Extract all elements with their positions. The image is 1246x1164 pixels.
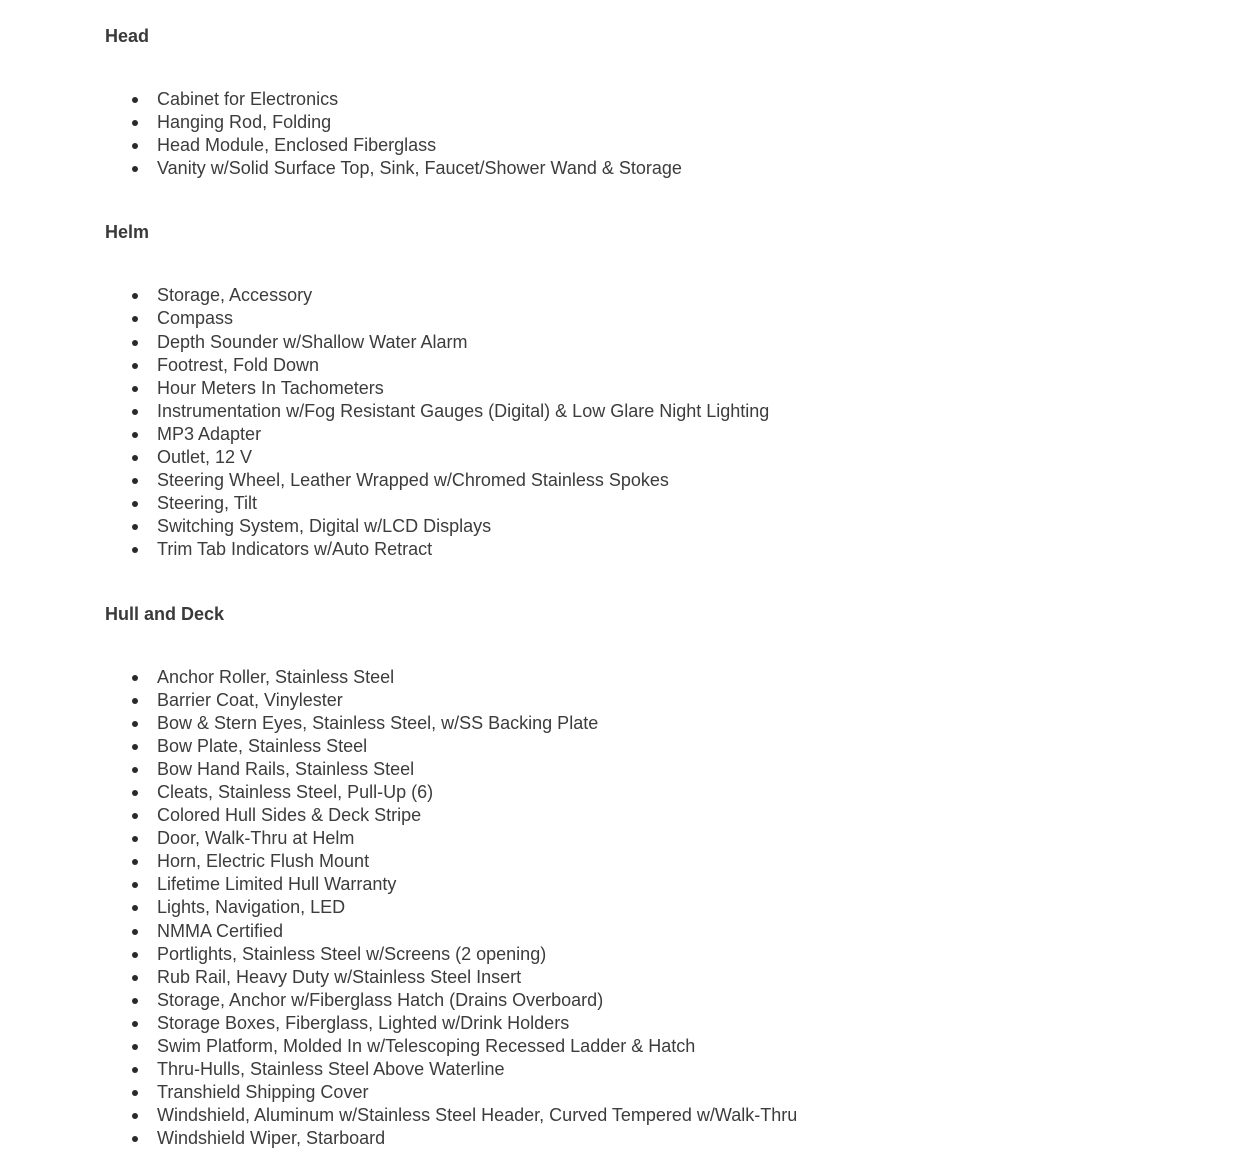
list-item: Thru-Hulls, Stainless Steel Above Waterline [105,1058,1205,1081]
list-item: Footrest, Fold Down [105,354,1205,377]
list-item: Storage, Anchor w/Fiberglass Hatch (Drains Overboard) [105,989,1205,1012]
list-item: Instrumentation w/Fog Resistant Gauges (Digital) & Low Glare Night Lighting [105,400,1205,423]
list-item: Vanity w/Solid Surface Top, Sink, Faucet/Shower Wand & Storage [105,157,1205,180]
list-item: MP3 Adapter [105,423,1205,446]
list-item: Transhield Shipping Cover [105,1081,1205,1104]
list-item: Storage, Accessory [105,284,1205,307]
section-title-head: Head [105,26,150,46]
list-item: Windshield Wiper, Starboard [105,1127,1205,1150]
list-item: NMMA Certified [105,920,1205,943]
list-item: Head Module, Enclosed Fiberglass [105,134,1205,157]
list-item: Switching System, Digital w/LCD Displays [105,515,1205,538]
list-item: Swim Platform, Molded In w/Telescoping Recessed Ladder & Hatch [105,1035,1205,1058]
list-item: Cleats, Stainless Steel, Pull-Up (6) [105,781,1205,804]
section-head [105,24,1205,180]
list-item: Bow Hand Rails, Stainless Steel [105,758,1205,781]
list-item: Compass [105,307,1205,330]
list-item: Lifetime Limited Hull Warranty [105,873,1205,896]
list-item: Hour Meters In Tachometers [105,377,1205,400]
list-item: Colored Hull Sides & Deck Stripe [105,804,1205,827]
list-item: Horn, Electric Flush Mount [105,850,1205,873]
section-hull-and-deck [105,602,1205,1151]
list-item: Trim Tab Indicators w/Auto Retract [105,538,1205,561]
section-helm [105,220,1205,561]
list-item: Steering Wheel, Leather Wrapped w/Chromed Stainless Spokes [105,469,1205,492]
list-item: Bow Plate, Stainless Steel [105,735,1205,758]
list-item: Depth Sounder w/Shallow Water Alarm [105,331,1205,354]
list-item: Bow & Stern Eyes, Stainless Steel, w/SS Backing Plate [105,712,1205,735]
list-item: Storage Boxes, Fiberglass, Lighted w/Drink Holders [105,1012,1205,1035]
list-item: Anchor Roller, Stainless Steel [105,666,1205,689]
list-item: Rub Rail, Heavy Duty w/Stainless Steel Insert [105,966,1205,989]
section-title-hull-and-deck: Hull and Deck [105,603,225,624]
list-item: Lights, Navigation, LED [105,896,1205,919]
feature-list-hull-and-deck [105,666,1205,1151]
feature-list-head [105,88,1205,180]
list-item: Windshield, Aluminum w/Stainless Steel Header, Curved Tempered w/Walk-Thru [105,1104,1205,1127]
section-title-helm: Helm [105,222,150,243]
list-item: Hanging Rod, Folding [105,111,1205,134]
list-item: Barrier Coat, Vinylester [105,689,1205,712]
feature-document [105,24,1205,1150]
list-item: Door, Walk-Thru at Helm [105,827,1205,850]
list-item: Cabinet for Electronics [105,88,1205,111]
feature-list-helm [105,284,1205,561]
list-item: Steering, Tilt [105,492,1205,515]
list-item: Portlights, Stainless Steel w/Screens (2 opening) [105,943,1205,966]
list-item: Outlet, 12 V [105,446,1205,469]
